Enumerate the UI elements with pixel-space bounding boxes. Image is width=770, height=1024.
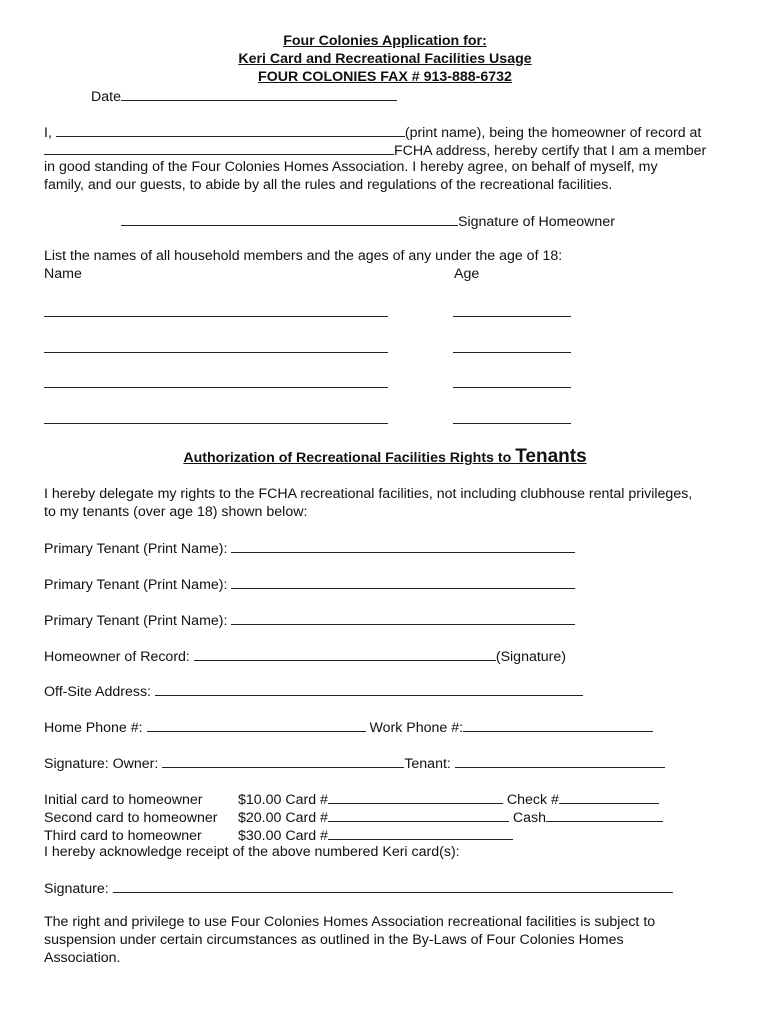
household-intro: List the names of all household members and the ages of any under the age of 18: <box>44 248 563 264</box>
footer-line-2: suspension under certain circumstances as outlined in the By-Laws of Four Colonies Homes <box>44 932 624 948</box>
tenants-title-prefix: Authorization of Recreational Facilities Rights to <box>183 450 516 466</box>
owner-signature-label: Signature: Owner: <box>44 756 159 772</box>
final-signature-label: Signature: <box>44 881 109 897</box>
homeowner-signature-label: Signature of Homeowner <box>458 214 615 230</box>
initial-card-price: $10.00 Card # <box>238 792 328 808</box>
homeowner-record-label: Homeowner of Record: <box>44 649 190 665</box>
fcha-address-field[interactable] <box>44 141 394 155</box>
offsite-address-row <box>44 682 583 701</box>
home-phone-field[interactable] <box>147 718 366 732</box>
work-phone-label: Work Phone #: <box>369 720 464 736</box>
primary-tenant-label: Primary Tenant (Print Name): <box>44 613 228 629</box>
offsite-address-label: Off-Site Address: <box>44 684 151 700</box>
household-name-field[interactable] <box>44 352 388 353</box>
phone-row <box>44 718 653 737</box>
check-label: Check # <box>506 792 559 808</box>
delegate-line-1: I hereby delegate my rights to the FCHA recreational facilities, not including clubhouse rental privileges, <box>44 486 693 502</box>
primary-tenant-label: Primary Tenant (Print Name): <box>44 541 228 557</box>
household-name-field[interactable] <box>44 387 388 388</box>
third-card-price: $30.00 Card # <box>238 828 328 844</box>
homeowner-record-signature-label: (Signature) <box>495 649 567 665</box>
primary-tenant-field[interactable] <box>231 539 575 553</box>
primary-tenant-row <box>44 539 575 558</box>
owner-signature-field[interactable] <box>162 754 404 768</box>
household-age-field[interactable] <box>453 316 571 317</box>
primary-tenant-row <box>44 575 575 594</box>
cash-field[interactable] <box>546 808 663 822</box>
date-field[interactable] <box>121 87 397 101</box>
household-name-field[interactable] <box>44 316 388 317</box>
third-card-label: Third card to homeowner <box>44 828 202 844</box>
household-name-header: Name <box>44 266 82 282</box>
certify-row-2 <box>44 141 706 160</box>
fax-number: FOUR COLONIES FAX # 913-888-6732 <box>258 69 512 85</box>
initial-card-label: Initial card to homeowner <box>44 792 203 808</box>
certify-row-3: in good standing of the Four Colonies Homes Association. I hereby agree, on behalf of myself, my <box>44 159 658 175</box>
footer-line-1: The right and privilege to use Four Colonies Homes Association recreational facilities is subject to <box>44 914 656 930</box>
second-card-price: $20.00 Card # <box>238 810 328 826</box>
print-name-field[interactable] <box>56 123 405 137</box>
household-age-field[interactable] <box>453 423 571 424</box>
homeowner-signature-row <box>121 212 615 231</box>
work-phone-field[interactable] <box>463 718 653 732</box>
initial-card-row <box>44 790 659 809</box>
homeowner-signature-field[interactable] <box>121 212 458 226</box>
home-phone-label: Home Phone #: <box>44 720 143 736</box>
tenants-section-title <box>0 446 770 469</box>
delegate-line-2: to my tenants (over age 18) shown below: <box>44 504 308 520</box>
certify-prefix: I, <box>44 125 52 141</box>
second-card-label: Second card to homeowner <box>44 810 218 826</box>
check-number-field[interactable] <box>559 790 659 804</box>
date-row <box>91 87 397 106</box>
tenants-title-word: Tenants <box>515 446 587 467</box>
form-subtitle: Keri Card and Recreational Facilities Usage <box>238 51 532 67</box>
offsite-address-field[interactable] <box>155 682 583 696</box>
primary-tenant-field[interactable] <box>231 575 575 589</box>
print-name-label: (print name), being the homeowner of record at <box>404 125 702 141</box>
cash-label: Cash <box>512 810 546 826</box>
fcha-address-label: FCHA address, hereby certify that I am a member <box>394 143 707 159</box>
second-card-number-field[interactable] <box>328 808 509 822</box>
footer-line-3: Association. <box>44 950 121 966</box>
homeowner-record-row <box>44 647 566 666</box>
certify-row-1 <box>44 123 701 142</box>
primary-tenant-label: Primary Tenant (Print Name): <box>44 577 228 593</box>
household-age-field[interactable] <box>453 352 571 353</box>
second-card-row <box>44 808 663 827</box>
household-age-field[interactable] <box>453 387 571 388</box>
final-signature-row <box>44 879 673 898</box>
tenant-signature-field[interactable] <box>455 754 665 768</box>
household-age-header: Age <box>454 266 480 282</box>
primary-tenant-field[interactable] <box>231 611 575 625</box>
certify-row-4: family, and our guests, to abide by all the rules and regulations of the recreational facilities. <box>44 177 613 193</box>
household-name-field[interactable] <box>44 423 388 424</box>
date-label: Date <box>91 89 121 105</box>
third-card-number-field[interactable] <box>328 826 513 840</box>
primary-tenant-row <box>44 611 575 630</box>
signature-owner-tenant-row <box>44 754 665 773</box>
initial-card-number-field[interactable] <box>328 790 503 804</box>
acknowledge-receipt: I hereby acknowledge receipt of the above numbered Keri card(s): <box>44 844 460 860</box>
form-title: Four Colonies Application for: <box>283 33 487 49</box>
tenant-signature-label: Tenant: <box>404 756 451 772</box>
final-signature-field[interactable] <box>113 879 673 893</box>
third-card-row <box>44 826 513 845</box>
homeowner-record-field[interactable] <box>194 647 496 661</box>
